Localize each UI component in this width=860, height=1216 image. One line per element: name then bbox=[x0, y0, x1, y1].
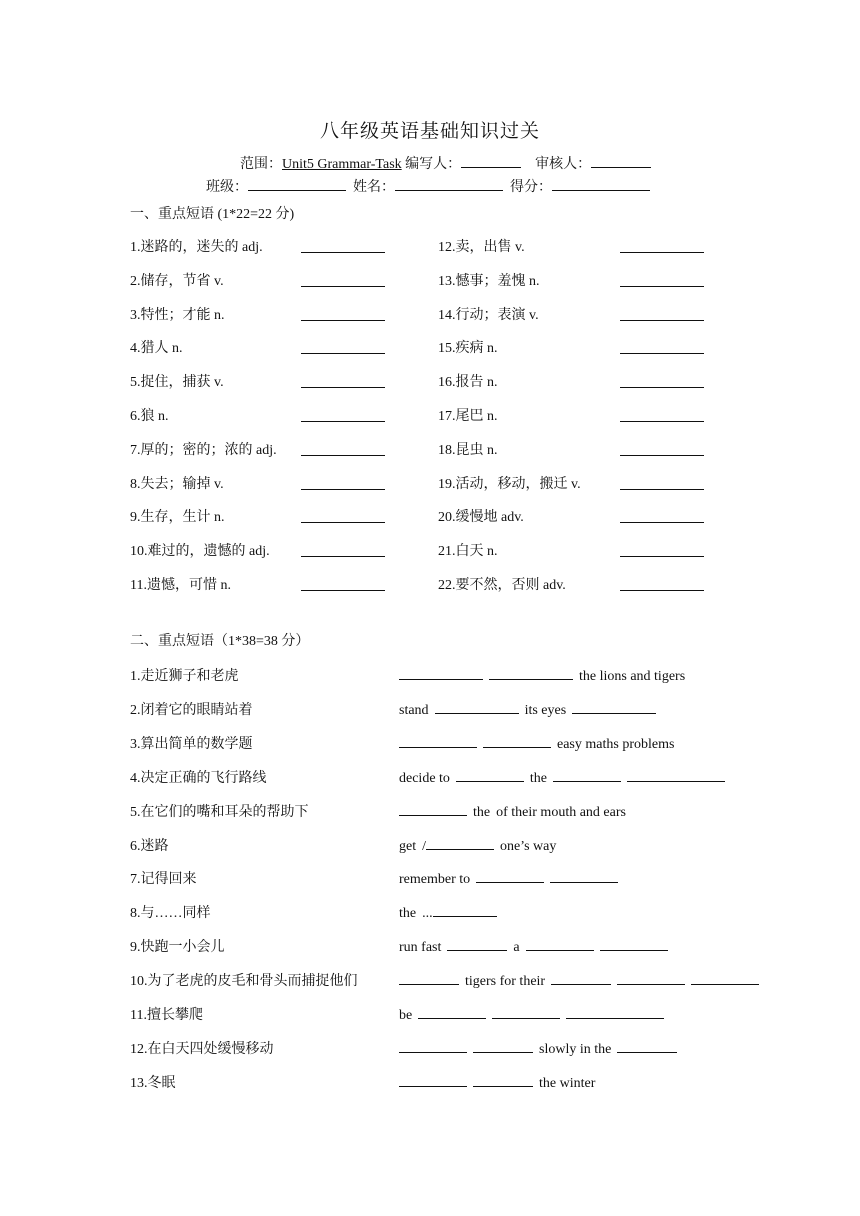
class-blank[interactable] bbox=[248, 176, 346, 191]
answer-blank[interactable] bbox=[620, 387, 704, 388]
answer-blank[interactable] bbox=[620, 556, 704, 557]
answer-blank[interactable] bbox=[418, 1004, 486, 1019]
answer-blank[interactable] bbox=[399, 1038, 467, 1053]
class-label: 班级： bbox=[206, 180, 248, 195]
vocab-item-right: 16.报告 n. bbox=[438, 375, 498, 390]
phrase-en bbox=[399, 1072, 601, 1092]
answer-blank[interactable] bbox=[553, 767, 621, 782]
phrase-en bbox=[399, 902, 503, 922]
answer-blank[interactable] bbox=[600, 936, 668, 951]
phrase-en bbox=[399, 1004, 670, 1024]
name-blank[interactable] bbox=[395, 176, 503, 191]
answer-blank[interactable] bbox=[301, 320, 385, 321]
answer-blank[interactable] bbox=[617, 970, 685, 985]
phrase-en bbox=[399, 936, 674, 956]
answer-blank[interactable] bbox=[572, 699, 656, 714]
phrase-cn: 12.在白天四处缓慢移动 bbox=[130, 1042, 274, 1057]
answer-blank[interactable] bbox=[301, 421, 385, 422]
answer-blank[interactable] bbox=[301, 522, 385, 523]
score-label: 得分： bbox=[510, 180, 552, 195]
scope-value: Unit5 Grammar-Task bbox=[282, 157, 402, 172]
phrase-en-text: ... bbox=[422, 906, 433, 921]
answer-blank[interactable] bbox=[551, 970, 611, 985]
phrase-en-text: be bbox=[399, 1008, 413, 1023]
phrase-cn: 6.迷路 bbox=[130, 839, 169, 854]
phrase-en-text: one’s way bbox=[500, 839, 557, 854]
answer-blank[interactable] bbox=[620, 421, 704, 422]
section2-heading: 二、重点短语（1*38=38 分） bbox=[130, 634, 310, 649]
answer-blank[interactable] bbox=[447, 936, 507, 951]
phrase-en-text: decide to bbox=[399, 771, 450, 786]
answer-blank[interactable] bbox=[399, 665, 483, 680]
vocab-item-left: 8.失去；输掉 v. bbox=[130, 477, 224, 492]
vocab-item-right: 13.憾事；羞愧 n. bbox=[438, 274, 540, 289]
vocab-item-left: 1.迷路的，迷失的 adj. bbox=[130, 240, 263, 255]
answer-blank[interactable] bbox=[301, 556, 385, 557]
writer-label: 编写人： bbox=[405, 157, 462, 172]
vocab-item-left: 11.遗憾，可惜 n. bbox=[130, 578, 231, 593]
page-title: 八年级英语基础知识过关 bbox=[319, 121, 540, 142]
answer-blank[interactable] bbox=[550, 868, 618, 883]
answer-blank[interactable] bbox=[399, 801, 467, 816]
phrase-en-text: a bbox=[513, 940, 520, 955]
vocab-item-right: 19.活动，移动，搬迁 v. bbox=[438, 477, 581, 492]
answer-blank[interactable] bbox=[301, 252, 385, 253]
answer-blank[interactable] bbox=[620, 590, 704, 591]
vocab-item-left: 7.厚的；密的；浓的 adj. bbox=[130, 443, 277, 458]
answer-blank[interactable] bbox=[301, 387, 385, 388]
phrase-en-text: its eyes bbox=[524, 703, 567, 718]
phrase-en bbox=[399, 733, 680, 753]
scope-label: 范围： bbox=[240, 157, 282, 172]
answer-blank[interactable] bbox=[620, 286, 704, 287]
answer-blank[interactable] bbox=[473, 1038, 533, 1053]
phrase-en bbox=[399, 665, 691, 685]
answer-blank[interactable] bbox=[691, 970, 759, 985]
answer-blank[interactable] bbox=[620, 320, 704, 321]
phrase-en-text: the bbox=[529, 771, 548, 786]
vocab-item-left: 10.难过的，遗憾的 adj. bbox=[130, 544, 270, 559]
vocab-item-right: 22.要不然，否则 adv. bbox=[438, 578, 566, 593]
vocab-item-right: 17.尾巴 n. bbox=[438, 409, 498, 424]
reviewer-label: 审核人： bbox=[535, 157, 592, 172]
phrase-en-text: stand bbox=[399, 703, 429, 718]
answer-blank[interactable] bbox=[620, 522, 704, 523]
answer-blank[interactable] bbox=[473, 1072, 533, 1087]
phrase-en-text: of their mouth and ears bbox=[496, 805, 626, 820]
reviewer-blank[interactable] bbox=[591, 153, 651, 168]
answer-blank[interactable] bbox=[435, 699, 519, 714]
writer-blank[interactable] bbox=[461, 153, 521, 168]
vocab-item-left: 2.储存，节省 v. bbox=[130, 274, 224, 289]
answer-blank[interactable] bbox=[399, 1072, 467, 1087]
vocab-item-right: 14.行动；表演 v. bbox=[438, 308, 539, 323]
meta-line-1 bbox=[240, 153, 651, 173]
vocab-item-right: 12.卖，出售 v. bbox=[438, 240, 525, 255]
answer-blank[interactable] bbox=[301, 455, 385, 456]
answer-blank[interactable] bbox=[627, 767, 725, 782]
answer-blank[interactable] bbox=[620, 489, 704, 490]
answer-blank[interactable] bbox=[620, 455, 704, 456]
phrase-en bbox=[399, 767, 731, 787]
answer-blank[interactable] bbox=[620, 252, 704, 253]
answer-blank[interactable] bbox=[456, 767, 524, 782]
phrase-cn: 7.记得回来 bbox=[130, 872, 197, 887]
phrase-cn: 4.决定正确的飞行路线 bbox=[130, 771, 267, 786]
answer-blank[interactable] bbox=[483, 733, 551, 748]
vocab-item-right: 18.昆虫 n. bbox=[438, 443, 498, 458]
vocab-item-left: 6.狼 n. bbox=[130, 409, 169, 424]
phrase-en-text: tigers for their bbox=[465, 974, 546, 989]
phrase-en-text: run fast bbox=[399, 940, 442, 955]
answer-blank[interactable] bbox=[301, 590, 385, 591]
answer-blank[interactable] bbox=[566, 1004, 664, 1019]
phrase-cn: 3.算出简单的数学题 bbox=[130, 737, 253, 752]
vocab-item-right: 21.白天 n. bbox=[438, 544, 498, 559]
section1-heading: 一、重点短语 (1*22=22 分) bbox=[130, 207, 295, 222]
answer-blank[interactable] bbox=[620, 353, 704, 354]
vocab-item-left: 5.捉住，捕获 v. bbox=[130, 375, 224, 390]
answer-blank[interactable] bbox=[399, 733, 477, 748]
phrase-en bbox=[399, 699, 662, 719]
phrase-en bbox=[399, 835, 562, 855]
name-label: 姓名： bbox=[353, 180, 395, 195]
phrase-en bbox=[399, 801, 632, 821]
vocab-item-right: 20.缓慢地 adv. bbox=[438, 510, 524, 525]
phrase-en-text: easy maths problems bbox=[557, 737, 675, 752]
phrase-en-text: get bbox=[399, 839, 417, 854]
answer-blank[interactable] bbox=[301, 286, 385, 287]
answer-blank[interactable] bbox=[526, 936, 594, 951]
vocab-item-left: 9.生存，生计 n. bbox=[130, 510, 225, 525]
phrase-en-text: the winter bbox=[539, 1076, 596, 1091]
answer-blank[interactable] bbox=[476, 868, 544, 883]
phrase-cn: 11.擅长攀爬 bbox=[130, 1008, 203, 1023]
phrase-cn: 5.在它们的嘴和耳朵的帮助下 bbox=[130, 805, 309, 820]
phrase-en bbox=[399, 970, 765, 990]
phrase-en-text: the bbox=[399, 906, 417, 921]
phrase-en-text: slowly in the bbox=[539, 1042, 612, 1057]
vocab-item-left: 3.特性；才能 n. bbox=[130, 308, 225, 323]
phrase-en bbox=[399, 1038, 683, 1058]
phrase-en bbox=[399, 868, 624, 888]
phrase-cn: 10.为了老虎的皮毛和骨头而捕捉他们 bbox=[130, 974, 358, 989]
phrase-cn: 13.冬眠 bbox=[130, 1076, 176, 1091]
answer-blank[interactable] bbox=[492, 1004, 560, 1019]
answer-blank[interactable] bbox=[433, 902, 497, 917]
phrase-cn: 8.与……同样 bbox=[130, 906, 211, 921]
answer-blank[interactable] bbox=[399, 970, 459, 985]
answer-blank[interactable] bbox=[489, 665, 573, 680]
phrase-cn: 1.走近狮子和老虎 bbox=[130, 669, 239, 684]
phrase-en-text: the lions and tigers bbox=[579, 669, 686, 684]
answer-blank[interactable] bbox=[301, 489, 385, 490]
vocab-item-left: 4.猎人 n. bbox=[130, 341, 183, 356]
phrase-en-text: remember to bbox=[399, 872, 471, 887]
answer-blank[interactable] bbox=[426, 835, 494, 850]
phrase-en-text: the bbox=[473, 805, 491, 820]
phrase-cn: 9.快跑一小会儿 bbox=[130, 940, 225, 955]
phrase-en-text: / bbox=[422, 839, 426, 854]
score-blank[interactable] bbox=[552, 176, 650, 191]
meta-line-2 bbox=[206, 176, 650, 196]
answer-blank[interactable] bbox=[617, 1038, 677, 1053]
answer-blank[interactable] bbox=[301, 353, 385, 354]
phrase-cn: 2.闭着它的眼睛站着 bbox=[130, 703, 253, 718]
vocab-item-right: 15.疾病 n. bbox=[438, 341, 498, 356]
